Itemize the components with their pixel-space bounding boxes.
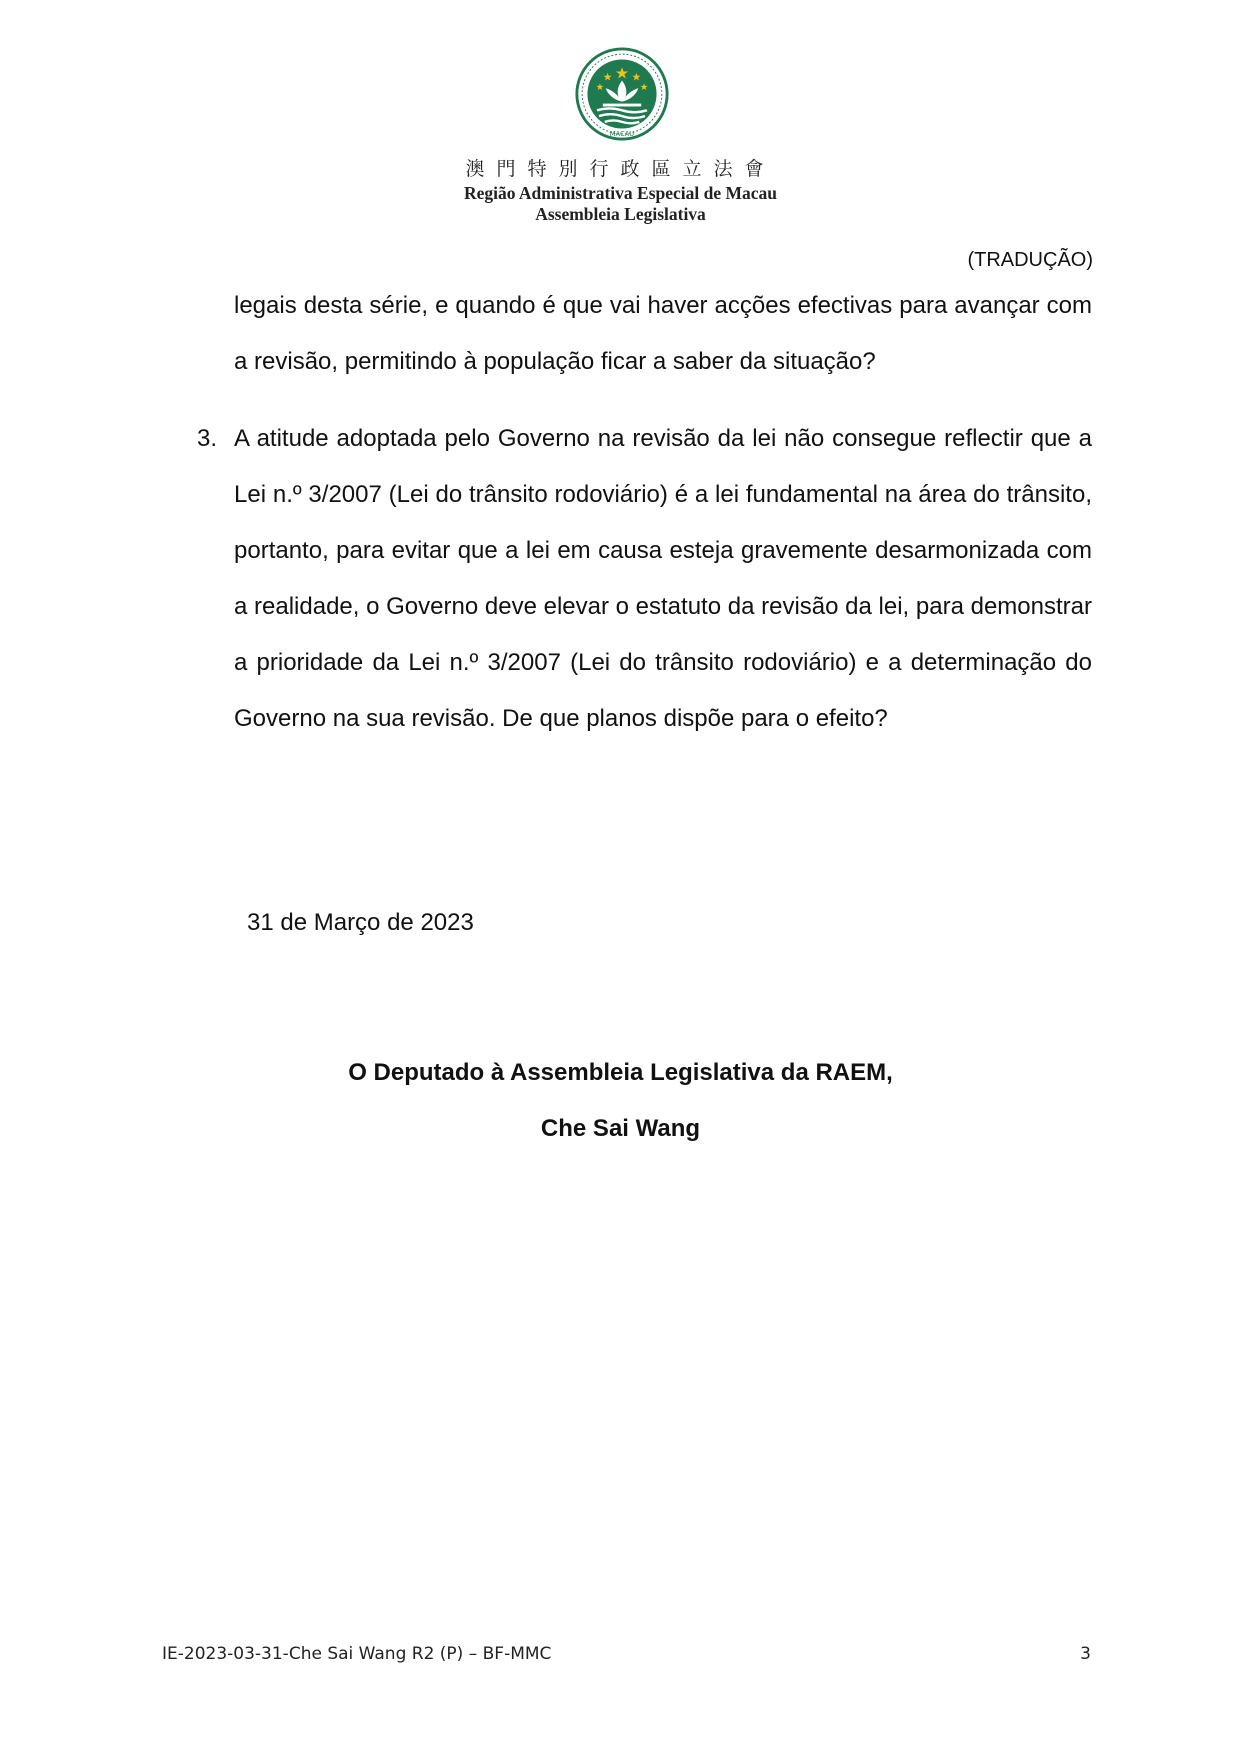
- continuation-paragraph: legais desta série, e quando é que vai haver acções efectivas para avançar com a revisão, permitindo à população ficar a saber da situação?: [234, 292, 1092, 375]
- footer-reference: IE-2023-03-31-Che Sai Wang R2 (P) – BF-MMC: [162, 1644, 552, 1664]
- document-date: 31 de Março de 2023: [247, 909, 474, 936]
- signature-title: O Deputado à Assembleia Legislativa da RAEM,: [348, 1059, 893, 1086]
- emblem-text: MACAU: [609, 130, 635, 139]
- signature-block: [0, 1045, 1241, 1157]
- org-name-line1: Região Administrativa Especial de Macau: [463, 183, 778, 203]
- org-name-portuguese: [0, 183, 1241, 225]
- page-number: 3: [1080, 1644, 1091, 1664]
- translation-note: (TRADUÇÃO): [967, 249, 1093, 271]
- signature-name: Che Sai Wang: [540, 1115, 701, 1142]
- list-item-number: 3.: [197, 425, 218, 452]
- list-item-text: A atitude adoptada pelo Governo na revisão da lei não consegue reflectir que a Lei n.º 3/2007 (Lei do trânsito rodoviário) é a lei fundamental na área do trânsito, portanto, para evitar que a lei em causa esteja gravemente desarmonizada com a realidade, o Governo deve elevar o estatuto da revisão da lei, para demonstrar a prioridade da Lei n.º 3/2007 (Lei do trânsito rodoviário) e a determinação do Governo na sua revisão. De que planos dispõe para o efeito?: [234, 425, 1092, 732]
- macau-emblem-icon: [574, 46, 670, 142]
- org-name-chinese: 澳門特別行政區立法會: [465, 158, 776, 180]
- org-name-line2: Assembleia Legislativa: [535, 204, 706, 224]
